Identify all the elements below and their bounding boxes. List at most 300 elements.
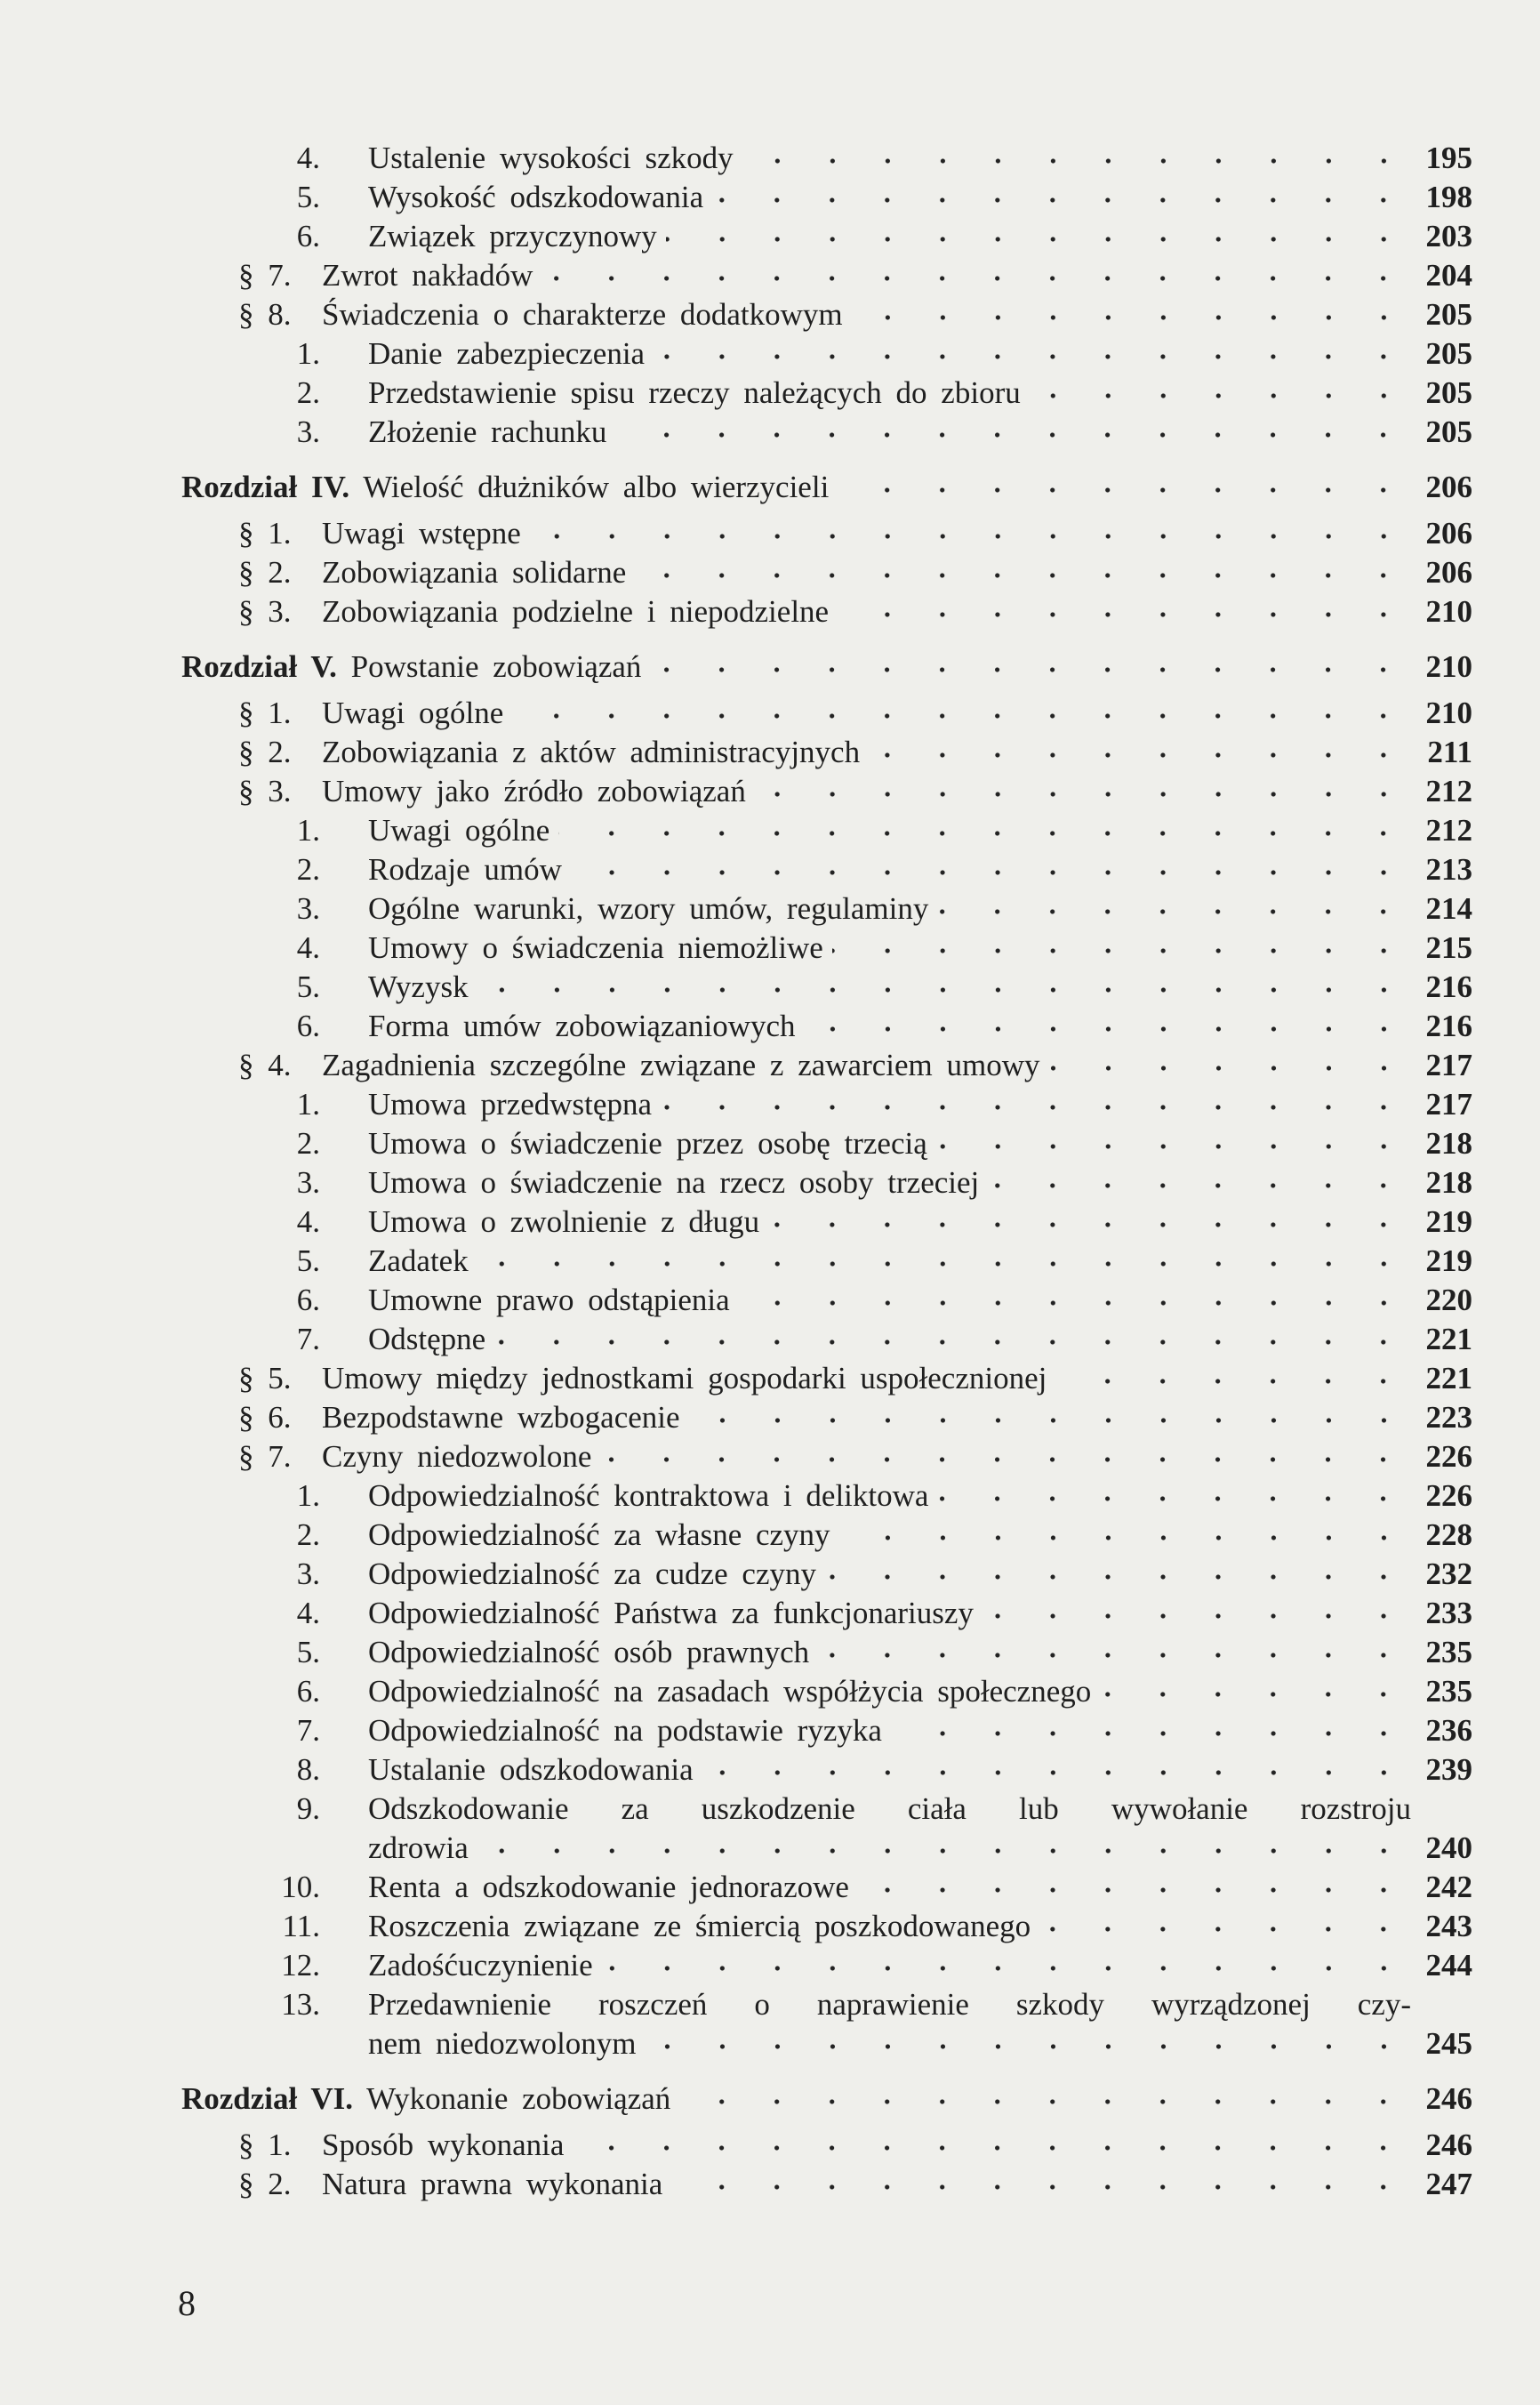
leader-dots	[615, 413, 1411, 452]
entry-number: § 2.	[238, 735, 292, 769]
entry-page: 205	[1425, 297, 1472, 332]
chapter-label: Rozdział IV.	[181, 470, 350, 504]
toc-entry-chapter	[0, 468, 1540, 507]
leader-dots	[805, 1007, 1411, 1046]
leader-dots	[832, 929, 1411, 968]
toc-entry-sec	[0, 295, 1540, 334]
entry-number: 5.	[296, 969, 320, 1004]
toc-entry-item	[0, 217, 1540, 256]
entry-line	[368, 929, 1411, 968]
toc-entry-item	[0, 889, 1540, 929]
toc-entry-item	[0, 1868, 1540, 1907]
toc-entry-item	[0, 1281, 1540, 1320]
toc-entry-item	[0, 1516, 1540, 1555]
entry-number: § 3.	[238, 594, 292, 629]
toc-entry-item	[0, 1946, 1540, 1985]
entry-page: 219	[1425, 1204, 1472, 1239]
entry-title: Bezpodstawne wzbogacenie	[322, 1398, 689, 1437]
toc-entry-sec	[0, 553, 1540, 592]
entry-number: 4.	[296, 1204, 320, 1239]
entry-line	[368, 1672, 1411, 1711]
entry-page: 212	[1425, 813, 1472, 848]
leader-dots	[530, 514, 1411, 553]
toc-entry-item	[0, 1790, 1540, 1829]
toc-entry-item	[0, 1672, 1540, 1711]
entry-title: Umowy jako źródło zobowiązań	[322, 772, 755, 811]
chapter-title: Wykonanie zobowiązań	[366, 2081, 671, 2116]
entry-title: Umowy o świadczenia niemożliwe	[368, 929, 832, 968]
entry-line	[368, 850, 1411, 889]
entry-page: 210	[1425, 696, 1472, 730]
entry-number: 3.	[296, 1165, 320, 1200]
entry-title: Roszczenia związane ze śmiercią poszkodowanego	[368, 1907, 1039, 1946]
entry-page: 213	[1425, 852, 1472, 887]
entry-page: 235	[1425, 1635, 1472, 1669]
entry-number: 2.	[296, 1126, 320, 1161]
entry-line	[368, 1320, 1411, 1359]
entry-page: 214	[1425, 891, 1472, 926]
toc-entry-item	[0, 1124, 1540, 1163]
leader-dots	[988, 1163, 1411, 1202]
toc-entry-item	[0, 1163, 1540, 1202]
toc-entry-item	[0, 811, 1540, 850]
leader-dots	[936, 1124, 1411, 1163]
entry-title: Odpowiedzialność osób prawnych	[368, 1633, 818, 1672]
leader-dots	[838, 468, 1411, 507]
entry-number: 2.	[296, 852, 320, 887]
entry-line	[368, 1281, 1411, 1320]
leader-dots	[818, 1633, 1411, 1672]
entry-title: Zobowiązania solidarne	[322, 553, 635, 592]
chapter-label: Rozdział V.	[181, 649, 337, 684]
entry-title: Wyzysk	[368, 968, 477, 1007]
entry-title	[181, 648, 650, 687]
entry-line	[368, 1242, 1411, 1281]
entry-line	[322, 1359, 1411, 1398]
entry-title: Forma umów zobowiązaniowych	[368, 1007, 805, 1046]
toc-entry-item	[0, 139, 1540, 178]
leader-dots	[477, 968, 1411, 1007]
toc-entry-item	[0, 178, 1540, 217]
toc-entry-sec	[0, 256, 1540, 295]
entry-title: Związek przyczynowy	[368, 217, 666, 256]
entry-title: Zagadnienia szczególne związane z zawarciem umowy	[322, 1046, 1049, 1085]
entry-page: 226	[1425, 1439, 1472, 1474]
leader-dots	[661, 1085, 1411, 1124]
entry-number: 1.	[296, 1087, 320, 1122]
entry-line	[368, 139, 1411, 178]
toc-entry-sec	[0, 2126, 1540, 2165]
toc-entry-sec	[0, 1437, 1540, 1476]
entry-line	[368, 1946, 1411, 1985]
toc-entry-item	[0, 1085, 1540, 1124]
toc-entry-sec	[0, 592, 1540, 631]
leader-dots	[558, 811, 1411, 850]
toc-entry-continuation	[0, 2024, 1540, 2063]
entry-line	[368, 968, 1411, 1007]
entry-line	[368, 811, 1411, 850]
entry-page: 246	[1425, 2128, 1472, 2162]
leader-dots	[650, 648, 1411, 687]
entry-title: Ustalenie wysokości szkody	[368, 139, 742, 178]
entry-title: Odpowiedzialność na podstawie ryzyka	[368, 1711, 891, 1750]
entry-line	[368, 178, 1411, 217]
toc-entry-item	[0, 850, 1540, 889]
toc-entry-sec	[0, 514, 1540, 553]
entry-title: Umowa o zwolnienie z długu	[368, 1202, 768, 1242]
entry-page: 195	[1425, 141, 1472, 175]
entry-title	[181, 468, 838, 507]
entry-page: 217	[1425, 1087, 1472, 1122]
entry-line	[368, 1085, 1411, 1124]
entry-line	[368, 374, 1411, 413]
toc-entry-sec	[0, 733, 1540, 772]
entry-number: 11.	[282, 1909, 320, 1943]
entry-title: Zobowiązania podzielne i niepodzielne	[322, 592, 838, 631]
leader-dots	[839, 1516, 1411, 1555]
entry-title: Rodzaje umów	[368, 850, 571, 889]
leader-dots	[477, 1242, 1411, 1281]
entry-page: 233	[1425, 1596, 1472, 1630]
toc-entry-item	[0, 413, 1540, 452]
entry-number: 8.	[296, 1752, 320, 1787]
entry-line	[322, 295, 1411, 334]
entry-title: Przedawnienie roszczeń o naprawienie szkody wyrządzonej czy-	[368, 1987, 1411, 2022]
entry-line	[368, 1555, 1411, 1594]
entry-page: 217	[1425, 1048, 1472, 1082]
entry-page: 221	[1425, 1322, 1472, 1356]
entry-number: 5.	[296, 1243, 320, 1278]
entry-title: Danie zabezpieczenia	[368, 334, 654, 374]
leader-dots	[646, 2024, 1411, 2063]
entry-page: 205	[1425, 336, 1472, 371]
entry-page: 218	[1425, 1165, 1472, 1200]
entry-title: Umowy między jednostkami gospodarki uspołecznionej	[322, 1359, 1055, 1398]
entry-line	[368, 1750, 1411, 1790]
entry-number: 5.	[296, 180, 320, 214]
entry-line	[322, 256, 1411, 295]
entry-title: Umowa o świadczenie na rzecz osoby trzeciej	[368, 1163, 988, 1202]
entry-page: 206	[1425, 470, 1472, 504]
entry-title: Świadczenia o charakterze dodatkowym	[322, 295, 852, 334]
entry-title: Odpowiedzialność na zasadach współżycia społecznego	[368, 1672, 1100, 1711]
entry-number: 12.	[281, 1948, 320, 1983]
entry-page: 223	[1425, 1400, 1472, 1435]
entry-page: 215	[1425, 930, 1472, 965]
entry-number: § 1.	[238, 2128, 292, 2162]
entry-line	[322, 592, 1411, 631]
entry-line	[368, 334, 1411, 374]
entry-line	[181, 648, 1411, 687]
entry-title: Odpowiedzialność kontraktowa i deliktowa	[368, 1476, 937, 1516]
entry-number: 1.	[296, 813, 320, 848]
entry-title: Czyny niedozwolone	[322, 1437, 600, 1476]
entry-title: Odszkodowanie za uszkodzenie ciała lub wywołanie rozstroju	[368, 1791, 1411, 1826]
entry-page: 218	[1425, 1126, 1472, 1161]
toc-entry-item	[0, 1320, 1540, 1359]
entry-page: 235	[1425, 1674, 1472, 1709]
entry-page: 211	[1427, 735, 1472, 769]
entry-line	[322, 2126, 1411, 2165]
entry-line	[368, 413, 1411, 452]
toc-entry-item	[0, 968, 1540, 1007]
leader-dots	[541, 256, 1411, 295]
entry-page: 216	[1425, 969, 1472, 1004]
toc-entry-sec	[0, 2165, 1540, 2204]
leader-dots	[689, 1398, 1411, 1437]
entry-page: 212	[1425, 774, 1472, 808]
entry-number: 7.	[296, 1713, 320, 1748]
entry-line	[181, 2079, 1411, 2119]
entry-page: 228	[1425, 1517, 1472, 1552]
entry-page: 205	[1425, 414, 1472, 449]
leader-dots	[838, 592, 1411, 631]
entry-number: 13.	[281, 1987, 320, 2022]
entry-line	[368, 889, 1411, 929]
toc-entry-item	[0, 1907, 1540, 1946]
entry-line	[368, 1007, 1411, 1046]
entry-line	[322, 514, 1411, 553]
entry-number: § 8.	[238, 297, 292, 332]
toc-entry-chapter	[0, 648, 1540, 687]
leader-dots	[679, 2079, 1411, 2119]
entry-line	[368, 1711, 1411, 1750]
entry-title: Zobowiązania z aktów administracyjnych	[322, 733, 869, 772]
toc-entry-item	[0, 1750, 1540, 1790]
entry-number: 6.	[296, 1009, 320, 1043]
toc-entry-item	[0, 929, 1540, 968]
entry-number: 2.	[296, 375, 320, 410]
entry-number: § 6.	[238, 1400, 292, 1435]
entry-line	[322, 1046, 1411, 1085]
entry-title: Natura prawna wykonania	[322, 2165, 671, 2204]
entry-page: 245	[1425, 2026, 1472, 2061]
entry-number: 3.	[296, 1556, 320, 1591]
entry-line	[181, 468, 1411, 507]
entry-line	[368, 2024, 1411, 2063]
entry-number: 5.	[296, 1635, 320, 1669]
entry-number: 3.	[296, 414, 320, 449]
entry-page: 210	[1425, 649, 1472, 684]
entry-number: 6.	[296, 1674, 320, 1709]
entry-line	[368, 1476, 1411, 1516]
leader-dots	[512, 694, 1411, 733]
toc-entry-item	[0, 1555, 1540, 1594]
entry-line	[368, 1594, 1411, 1633]
entry-page: 206	[1425, 555, 1472, 590]
toc-entry-sec	[0, 1046, 1540, 1085]
entry-page: 220	[1425, 1283, 1472, 1317]
entry-line	[368, 1633, 1411, 1672]
entry-line	[322, 2165, 1411, 2204]
entry-line	[322, 694, 1411, 733]
toc-entry-item	[0, 374, 1540, 413]
entry-page: 210	[1425, 594, 1472, 629]
entry-line	[368, 1868, 1411, 1907]
leader-dots	[671, 2165, 1411, 2204]
leader-dots	[739, 1281, 1411, 1320]
toc-entry-sec	[0, 772, 1540, 811]
toc-entry-item	[0, 1242, 1540, 1281]
entry-title: Ogólne warunki, wzory umów, regulaminy	[368, 889, 937, 929]
leader-dots	[869, 733, 1411, 772]
toc-entry-item	[0, 1711, 1540, 1750]
toc-entry-sec	[0, 1398, 1540, 1437]
leader-dots	[768, 1202, 1411, 1242]
toc-entry-item	[0, 1985, 1540, 2024]
entry-number: § 3.	[238, 774, 292, 808]
entry-title: Zwrot nakładów	[322, 256, 541, 295]
leader-dots	[858, 1868, 1411, 1907]
entry-title: Umowne prawo odstąpienia	[368, 1281, 739, 1320]
entry-page: 236	[1425, 1713, 1472, 1748]
entry-title: Umowa przedwstępna	[368, 1085, 661, 1124]
entry-title: Wysokość odszkodowania	[368, 178, 712, 217]
entry-title: Odpowiedzialność za własne czyny	[368, 1516, 839, 1555]
entry-page: 198	[1425, 180, 1472, 214]
entry-number: § 4.	[238, 1048, 292, 1082]
entry-number: § 2.	[238, 555, 292, 590]
entry-number: § 5.	[238, 1361, 292, 1396]
entry-title: Uwagi ogólne	[322, 694, 512, 733]
entry-number: § 7.	[238, 1439, 292, 1474]
leader-dots	[712, 178, 1411, 217]
entry-page: 247	[1425, 2167, 1472, 2201]
entry-line	[368, 1163, 1411, 1202]
leader-dots	[666, 217, 1411, 256]
entry-title: Odpowiedzialność Państwa za funkcjonariuszy	[368, 1594, 983, 1633]
leader-dots	[602, 1946, 1411, 1985]
entry-number: 4.	[296, 1596, 320, 1630]
leader-dots	[1100, 1672, 1411, 1711]
table-of-contents	[0, 139, 1540, 2204]
entry-page: 240	[1425, 1830, 1472, 1865]
leader-dots	[635, 553, 1411, 592]
entry-number: 10.	[281, 1870, 320, 1904]
entry-title: Odpowiedzialność za cudze czyny	[368, 1555, 825, 1594]
leader-dots	[891, 1711, 1411, 1750]
entry-page: 219	[1425, 1243, 1472, 1278]
entry-line	[322, 772, 1411, 811]
entry-page: 232	[1425, 1556, 1472, 1591]
entry-number: 7.	[296, 1322, 320, 1356]
entry-line	[368, 1202, 1411, 1242]
leader-dots	[702, 1750, 1411, 1790]
toc-entry-item	[0, 1633, 1540, 1672]
entry-title-continued: nem niedozwolonym	[368, 2024, 646, 2063]
entry-line	[322, 1437, 1411, 1476]
leader-dots	[937, 889, 1411, 929]
entry-line	[368, 1829, 1411, 1868]
entry-page: 216	[1425, 1009, 1472, 1043]
entry-line	[368, 1907, 1411, 1946]
toc-entry-sec	[0, 694, 1540, 733]
entry-title: Odstępne	[368, 1320, 494, 1359]
chapter-title: Powstanie zobowiązań	[350, 649, 642, 684]
entry-title: Uwagi wstępne	[322, 514, 530, 553]
entry-title: Złożenie rachunku	[368, 413, 615, 452]
leader-dots	[571, 850, 1411, 889]
entry-line	[322, 553, 1411, 592]
entry-number: 6.	[296, 1283, 320, 1317]
entry-number: 1.	[296, 336, 320, 371]
entry-page: 206	[1425, 516, 1472, 551]
leader-dots	[494, 1320, 1411, 1359]
leader-dots	[937, 1476, 1411, 1516]
entry-title: Zadatek	[368, 1242, 477, 1281]
leader-dots	[1049, 1046, 1412, 1085]
entry-page: 243	[1425, 1909, 1472, 1943]
leader-dots	[573, 2126, 1411, 2165]
toc-entry-item	[0, 1594, 1540, 1633]
entry-title: Przedstawienie spisu rzeczy należących do zbioru	[368, 374, 1030, 413]
entry-title: Uwagi ogólne	[368, 811, 558, 850]
entry-title-continued: zdrowia	[368, 1829, 477, 1868]
entry-page: 226	[1425, 1478, 1472, 1513]
entry-title: Umowa o świadczenie przez osobę trzecią	[368, 1124, 936, 1163]
entry-number: 2.	[296, 1517, 320, 1552]
entry-line	[368, 1516, 1411, 1555]
entry-number: § 2.	[238, 2167, 292, 2201]
entry-page: 242	[1425, 1870, 1472, 1904]
entry-page: 203	[1425, 219, 1472, 253]
leader-dots	[600, 1437, 1411, 1476]
toc-entry-item	[0, 334, 1540, 374]
entry-title: Renta a odszkodowanie jednorazowe	[368, 1868, 858, 1907]
entry-title: Ustalanie odszkodowania	[368, 1750, 702, 1790]
entry-page: 239	[1425, 1752, 1472, 1787]
entry-number: § 1.	[238, 696, 292, 730]
toc-entry-sec	[0, 1359, 1540, 1398]
entry-number: 9.	[296, 1791, 320, 1826]
toc-entry-continuation	[0, 1829, 1540, 1868]
leader-dots	[742, 139, 1411, 178]
leader-dots	[983, 1594, 1411, 1633]
chapter-title: Wielość dłużników albo wierzycieli	[363, 470, 830, 504]
toc-entry-item	[0, 1476, 1540, 1516]
leader-dots	[755, 772, 1411, 811]
leader-dots	[825, 1555, 1411, 1594]
entry-line	[368, 217, 1411, 256]
leader-dots	[1030, 374, 1411, 413]
entry-page: 244	[1425, 1948, 1472, 1983]
toc-entry-chapter	[0, 2079, 1540, 2119]
entry-page: 221	[1425, 1361, 1472, 1396]
entry-number: 6.	[296, 219, 320, 253]
leader-dots	[1055, 1359, 1411, 1398]
entry-line	[368, 1124, 1411, 1163]
entry-number: 1.	[296, 1478, 320, 1513]
leader-dots	[654, 334, 1411, 374]
entry-line	[322, 1398, 1411, 1437]
entry-number: § 1.	[238, 516, 292, 551]
entry-number: § 7.	[238, 258, 292, 293]
entry-title: Sposób wykonania	[322, 2126, 573, 2165]
toc-entry-item	[0, 1007, 1540, 1046]
entry-number: 4.	[296, 930, 320, 965]
leader-dots	[477, 1829, 1411, 1868]
entry-page: 246	[1425, 2081, 1472, 2116]
entry-page: 204	[1425, 258, 1472, 293]
entry-title: Zadośćuczynienie	[368, 1946, 602, 1985]
page-number: 8	[178, 2283, 196, 2323]
entry-title	[181, 2079, 679, 2119]
entry-line	[322, 733, 1411, 772]
toc-entry-item	[0, 1202, 1540, 1242]
leader-dots	[1039, 1907, 1411, 1946]
chapter-label: Rozdział VI.	[181, 2081, 354, 2116]
leader-dots	[852, 295, 1411, 334]
